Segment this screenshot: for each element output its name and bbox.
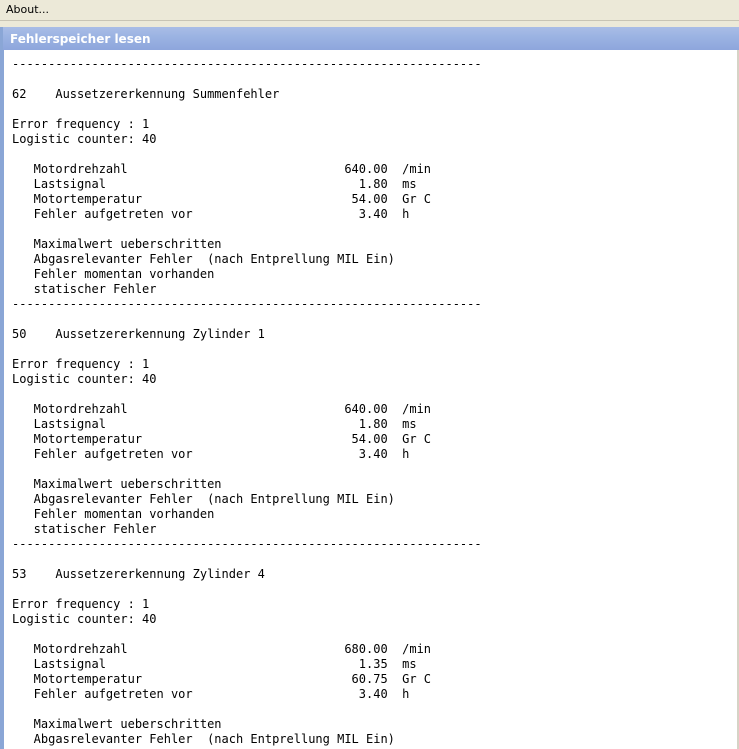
fault-log — [12, 57, 482, 747]
log-line — [12, 222, 482, 237]
log-line: Motordrehzahl 640.00 /min — [12, 162, 432, 176]
log-line: Logistic counter: 40 — [12, 132, 157, 146]
log-line — [12, 72, 482, 87]
log-line: Motortemperatur 54.00 Gr C — [12, 432, 432, 446]
log-line: 53 Aussetzererkennung Zylinder 4 — [12, 567, 265, 581]
log-line: Motordrehzahl 640.00 /min — [12, 402, 432, 416]
log-line — [12, 312, 482, 327]
log-line: Lastsignal 1.35 ms — [12, 657, 417, 671]
log-line: Maximalwert ueberschritten — [12, 477, 222, 491]
log-line: 62 Aussetzererkennung Summenfehler — [12, 87, 280, 101]
log-line: Error frequency : 1 — [12, 357, 150, 371]
log-line: Abgasrelevanter Fehler (nach Entprellung MIL Ein) — [12, 492, 395, 506]
log-line — [12, 627, 482, 642]
log-line — [12, 462, 482, 477]
log-line: Lastsignal 1.80 ms — [12, 177, 417, 191]
log-line: Motordrehzahl 680.00 /min — [12, 642, 432, 656]
log-line: Lastsignal 1.80 ms — [12, 417, 417, 431]
log-line — [12, 702, 482, 717]
log-line: statischer Fehler — [12, 522, 157, 536]
log-line: Logistic counter: 40 — [12, 612, 157, 626]
log-line: statischer Fehler — [12, 282, 157, 296]
log-line: Fehler aufgetreten vor 3.40 h — [12, 207, 410, 221]
log-line — [12, 147, 482, 162]
log-line: Logistic counter: 40 — [12, 372, 157, 386]
log-text-area[interactable] — [4, 50, 739, 749]
log-line: Maximalwert ueberschritten — [12, 237, 222, 251]
log-line: Fehler momentan vorhanden — [12, 267, 215, 281]
log-line: Error frequency : 1 — [12, 117, 150, 131]
log-line: Abgasrelevanter Fehler (nach Entprellung MIL Ein) — [12, 252, 395, 266]
window-title: Fehlerspeicher lesen — [10, 32, 151, 46]
log-line: Error frequency : 1 — [12, 597, 150, 611]
separator-line: ----------------------------------------------------------------- — [12, 57, 482, 71]
menu-bar — [0, 0, 739, 21]
fault-memory-window — [0, 27, 739, 749]
about-menu-item[interactable]: About... — [6, 3, 50, 16]
log-line — [12, 582, 482, 597]
log-line: Abgasrelevanter Fehler (nach Entprellung MIL Ein) — [12, 732, 395, 746]
log-line — [12, 552, 482, 567]
separator-line: ----------------------------------------------------------------- — [12, 537, 482, 551]
log-line: Motortemperatur 60.75 Gr C — [12, 672, 432, 686]
separator-line: ----------------------------------------------------------------- — [12, 297, 482, 311]
title-bar[interactable] — [3, 27, 739, 50]
log-line: Fehler aufgetreten vor 3.40 h — [12, 447, 410, 461]
log-line: Maximalwert ueberschritten — [12, 717, 222, 731]
log-line: Fehler aufgetreten vor 3.40 h — [12, 687, 410, 701]
log-line: Motortemperatur 54.00 Gr C — [12, 192, 432, 206]
log-line — [12, 387, 482, 402]
log-line — [12, 342, 482, 357]
log-line — [12, 102, 482, 117]
log-line: 50 Aussetzererkennung Zylinder 1 — [12, 327, 265, 341]
log-line: Fehler momentan vorhanden — [12, 507, 215, 521]
